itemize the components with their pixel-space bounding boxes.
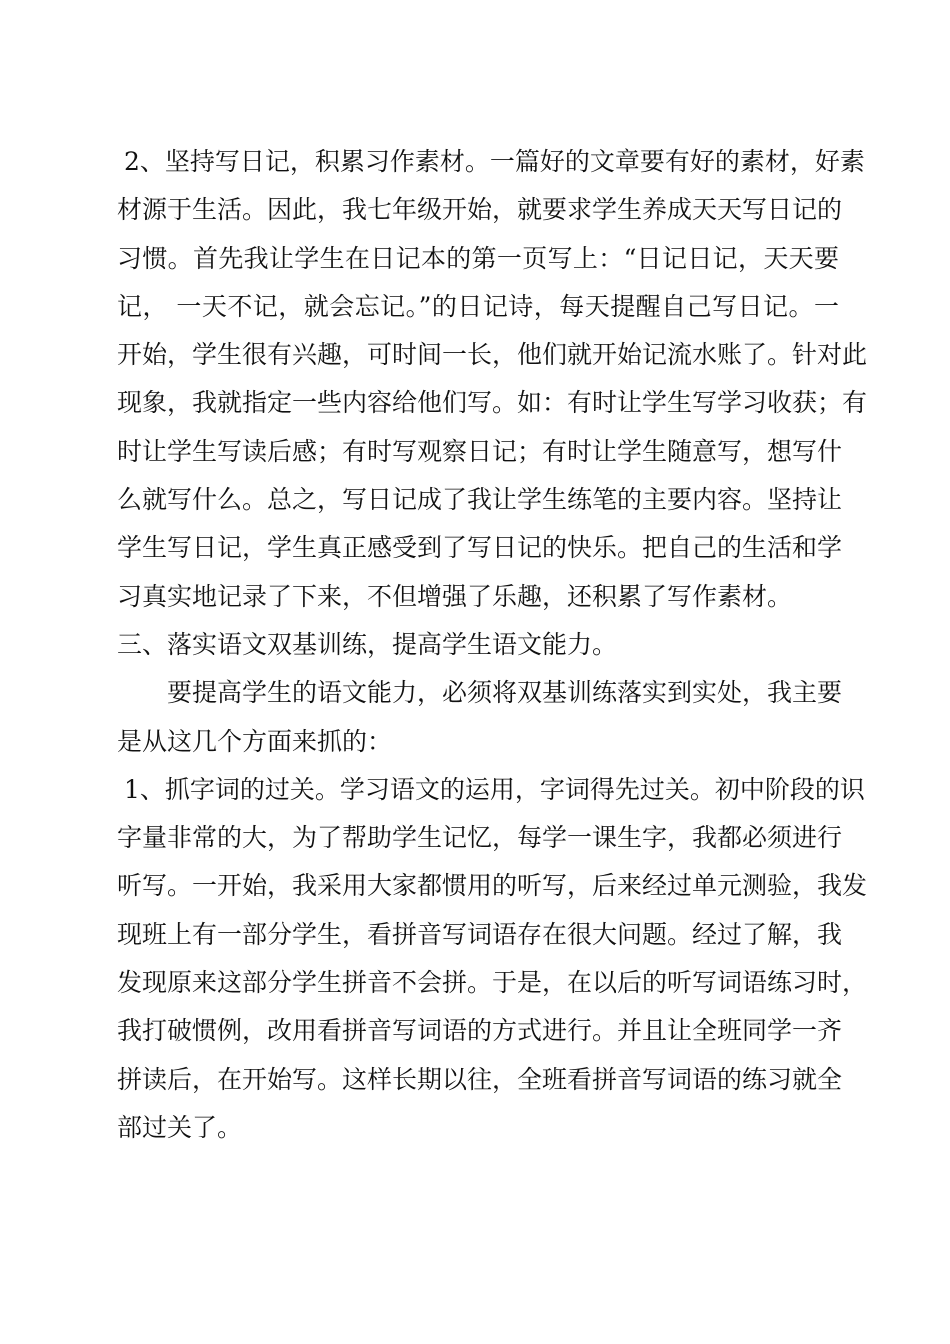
section-heading: 三、落实语文双基训练，提高学生语文能力。: [117, 629, 618, 659]
text-line: 听写。一开始，我采用大家都惯用的听写，后来经过单元测验，我发: [117, 871, 868, 901]
text-line: 学生写日记，学生真正感受到了写日记的快乐。把自己的生活和学: [117, 533, 843, 563]
text-line: 是从这几个方面来抓的：: [117, 726, 393, 756]
text-line: 开始，学生很有兴趣，可时间一长，他们就开始记流水账了。针对此: [117, 340, 868, 370]
text-line: 习惯。首先我让学生在日记本的第一页写上：“日记日记，天天要: [117, 243, 839, 273]
text-line: 现象，我就指定一些内容给他们写。如：有时让学生写学习收获；有: [117, 388, 868, 418]
text-line: 部过关了。: [117, 1112, 243, 1142]
text-line: 发现原来这部分学生拼音不会拼。于是，在以后的听写词语练习时，: [117, 968, 868, 998]
text-line: 拼读后，在开始写。这样长期以往，全班看拼音写词语的练习就全: [117, 1064, 843, 1094]
text-line: 字量非常的大，为了帮助学生记忆，每学一课生字，我都必须进行: [117, 823, 843, 853]
text-line: 习真实地记录了下来，不但增强了乐趣，还积累了写作素材。: [117, 581, 793, 611]
text-line: 记， 一天不记，就会忘记。”的日记诗，每天提醒自己写日记。一: [117, 291, 839, 321]
text-line: 材源于生活。因此，我七年级开始，就要求学生养成天天写日记的: [117, 195, 843, 225]
text-line: 现班上有一部分学生，看拼音写词语存在很大问题。经过了解，我: [117, 919, 843, 949]
text-line: 时让学生写读后感；有时写观察日记；有时让学生随意写，想写什: [117, 436, 843, 466]
text-line: 1、抓字词的过关。学习语文的运用，字词得先过关。初中阶段的识: [124, 774, 865, 804]
text-line: 要提高学生的语文能力，必须将双基训练落实到实处，我主要: [167, 678, 843, 708]
text-line: 我打破惯例，改用看拼音写词语的方式进行。并且让全班同学一齐: [117, 1016, 843, 1046]
text-line: 2、坚持写日记，积累习作素材。一篇好的文章要有好的素材，好素: [124, 147, 865, 176]
document-body: [117, 138, 868, 1152]
text-line: 么就写什么。总之，写日记成了我让学生练笔的主要内容。坚持让: [117, 485, 843, 515]
